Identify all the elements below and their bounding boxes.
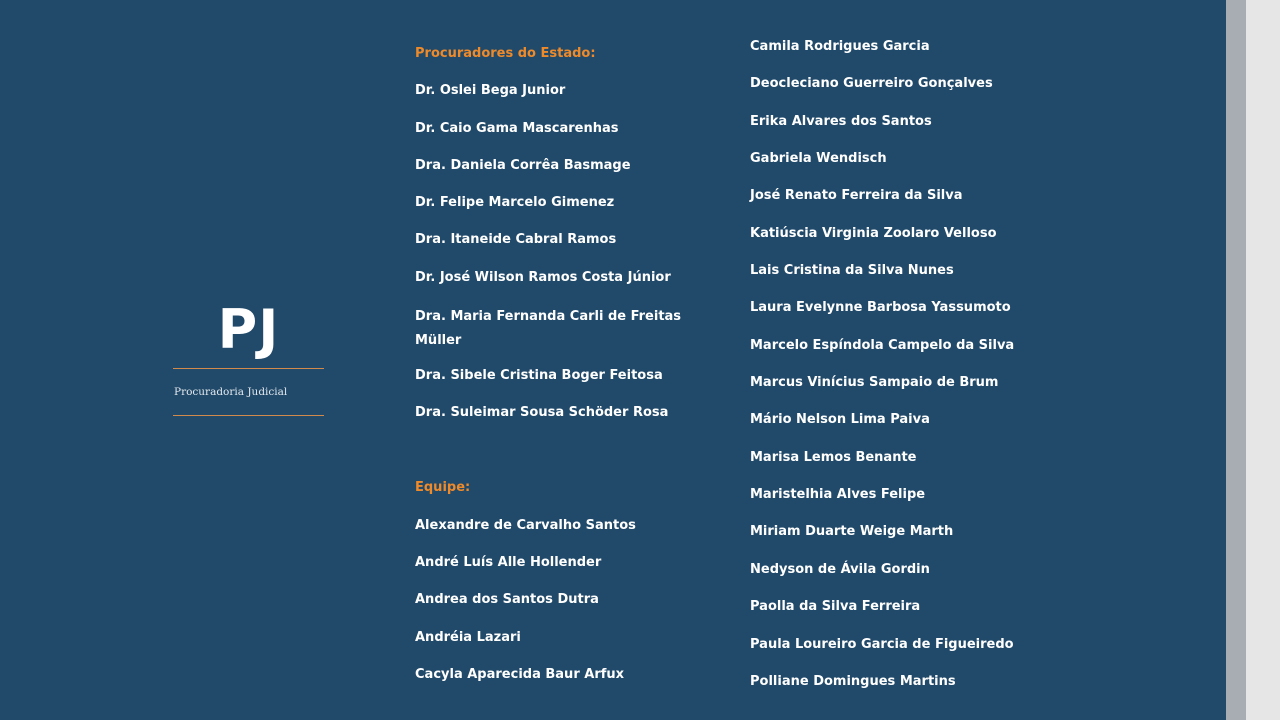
- equipe-member-name: Marcelo Espíndola Campelo da Silva: [750, 337, 1015, 353]
- equipe-member-name: Deocleciano Guerreiro Gonçalves: [750, 76, 993, 92]
- equipe-member-name: Polliane Domingues Martins: [750, 673, 956, 689]
- logo-divider-bottom: [173, 415, 324, 416]
- procurador-name: Dra. Daniela Corrêa Basmage: [415, 157, 631, 173]
- equipe-member-name: Erika Alvares dos Santos: [750, 113, 932, 129]
- pj-logo: [173, 298, 324, 418]
- logo-divider-top: [173, 368, 324, 369]
- procurador-name: Dr. José Wilson Ramos Costa Júnior: [415, 269, 671, 285]
- logo-subtitle: Procuradoria Judicial: [174, 386, 288, 398]
- equipe-member-name: Nedyson de Ávila Gordin: [750, 561, 930, 577]
- equipe-member-name: Gabriela Wendisch: [750, 151, 887, 167]
- procurador-name: Dr. Caio Gama Mascarenhas: [415, 120, 619, 136]
- procurador-name: Dra. Sibele Cristina Boger Feitosa: [415, 368, 663, 384]
- procurador-name: Dr. Oslei Bega Junior: [415, 83, 566, 99]
- equipe-member-name: Marcus Vinícius Sampaio de Brum: [750, 375, 999, 391]
- left-column: [415, 44, 705, 685]
- equipe-heading: Equipe:: [415, 480, 471, 496]
- equipe-member-name: Andréia Lazari: [415, 629, 521, 645]
- procurador-name: Dra. Suleimar Sousa Schöder Rosa: [415, 405, 669, 421]
- equipe-member-name: Marisa Lemos Benante: [750, 449, 917, 465]
- equipe-member-name: Paolla da Silva Ferreira: [750, 599, 921, 615]
- equipe-member-name: Katiúscia Virginia Zoolaro Velloso: [750, 225, 997, 241]
- logo-letters: PJ: [217, 298, 280, 361]
- equipe-member-name: Camila Rodrigues Garcia: [750, 39, 930, 54]
- procurador-name: Dra. Maria Fernanda Carli de Freitas Müller: [415, 309, 682, 349]
- procurador-name: Dra. Itaneide Cabral Ramos: [415, 232, 617, 248]
- right-column: [750, 37, 1050, 692]
- vertical-scrollbar[interactable]: [1226, 0, 1246, 720]
- equipe-member-name: Maristelhia Alves Felipe: [750, 487, 926, 503]
- window-gutter: [1246, 0, 1280, 720]
- equipe-member-name: José Renato Ferreira da Silva: [750, 188, 963, 204]
- equipe-member-name: Miriam Duarte Weige Marth: [750, 524, 954, 540]
- equipe-member-name: Paula Loureiro Garcia de Figueiredo: [750, 636, 1014, 652]
- equipe-member-name: Cacyla Aparecida Baur Arfux: [415, 666, 625, 682]
- equipe-member-name: André Luís Alle Hollender: [415, 554, 602, 570]
- equipe-member-name: Mário Nelson Lima Paiva: [750, 412, 930, 428]
- equipe-member-name: Alexandre de Carvalho Santos: [415, 517, 636, 533]
- equipe-member-name: Laura Evelynne Barbosa Yassumoto: [750, 300, 1011, 316]
- procurador-name: Dr. Felipe Marcelo Gimenez: [415, 195, 615, 211]
- equipe-member-name: Lais Cristina da Silva Nunes: [750, 263, 954, 279]
- procuradores-heading: Procuradores do Estado:: [415, 46, 596, 61]
- equipe-member-name: Andrea dos Santos Dutra: [415, 592, 599, 608]
